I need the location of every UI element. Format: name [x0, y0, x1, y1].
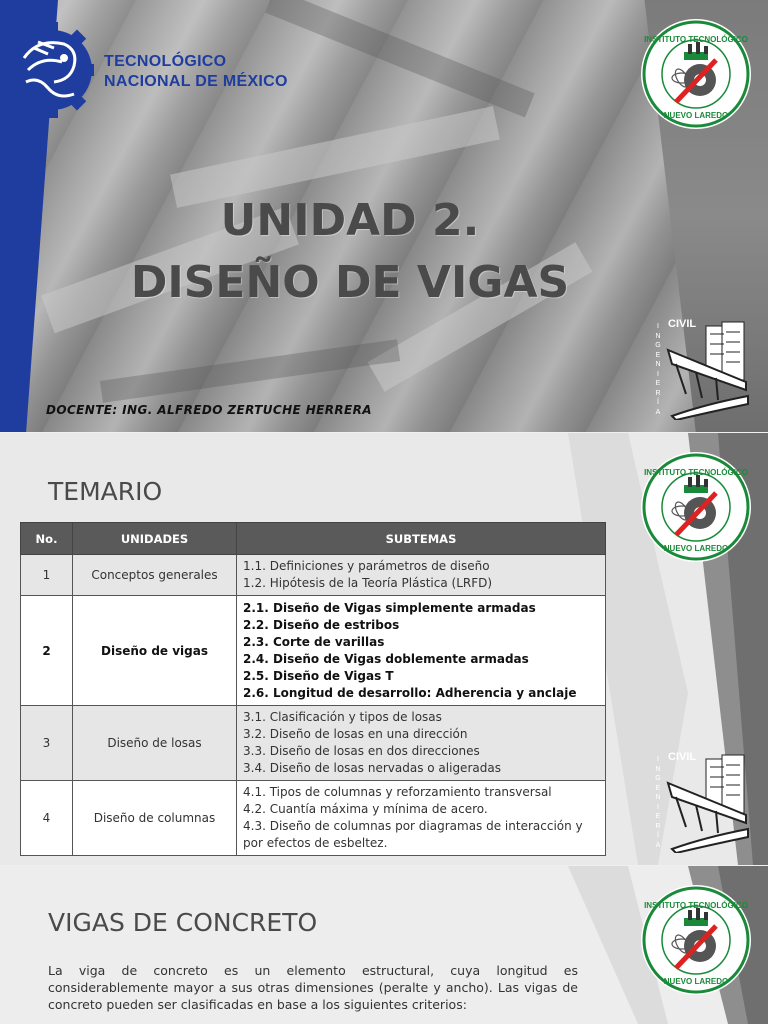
institution-line: NACIONAL DE MÉXICO — [104, 73, 288, 90]
row-subtemas: 1.1. Definiciones y parámetros de diseño 1.2. Hipótesis de la Teoría Plástica (LRFD) — [237, 555, 606, 596]
table-row — [21, 706, 606, 781]
row-number: 3 — [21, 706, 73, 781]
seal-text-top: INSTITUTO TECNOLÓGICO — [644, 901, 748, 910]
seal-text-bottom: NUEVO LAREDO — [663, 544, 729, 553]
table-row — [21, 781, 606, 856]
seal-text-bottom: NUEVO LAREDO — [663, 111, 729, 120]
itnl-seal-icon — [640, 884, 752, 996]
ingenieria-vertical-text: I N G E N I E R Í A — [655, 323, 661, 416]
vigas-body-text: La viga de concreto es un elemento estructural, cuya longitud es considerablemente mayor a sus otras dimensiones (peralte y ancho). Las vigas de concreto pueden ser clasificadas en base a los siguientes criterios: — [48, 963, 578, 1012]
temario-heading: TEMARIO — [48, 477, 163, 506]
slide-title — [120, 190, 580, 314]
bridge-buildings-icon — [666, 753, 750, 853]
itnl-seal-icon — [640, 451, 752, 563]
seal-text-bottom: NUEVO LAREDO — [663, 977, 729, 986]
ingenieria-vertical-text: I N G E N I E R Í A — [655, 756, 661, 849]
title-line: DISEÑO DE VIGAS — [130, 257, 570, 308]
civil-word: CIVIL — [668, 751, 697, 763]
header-no: No. — [21, 523, 73, 555]
vigas-slide — [0, 866, 768, 1024]
header-subtemas: SUBTEMAS — [237, 523, 606, 555]
table-header-row — [21, 523, 606, 555]
row-unidad: Diseño de losas — [73, 706, 237, 781]
row-unidad: Diseño de columnas — [73, 781, 237, 856]
bridge-buildings-icon — [666, 320, 750, 420]
seal-text-top: INSTITUTO TECNOLÓGICO — [644, 35, 748, 44]
row-subtemas: 3.1. Clasificación y tipos de losas 3.2. Diseño de losas en una dirección 3.3. Diseño de losas en dos direcciones 3.4. Diseño de losas nervadas o aligeradas — [237, 706, 606, 781]
row-subtemas: 4.1. Tipos de columnas y reforzamiento transversal 4.2. Cuantía máxima y mínima de acero. 4.3. Diseño de columnas por diagramas de interacción y por efectos de esbeltez. — [237, 781, 606, 856]
title-line: UNIDAD 2. — [220, 195, 480, 246]
temario-slide — [0, 433, 768, 865]
background-beam — [100, 339, 400, 403]
ingenieria-civil-logo — [655, 751, 760, 861]
institution-name — [104, 52, 288, 92]
itnl-seal-icon — [640, 18, 752, 130]
docente-label: DOCENTE: ING. ALFREDO ZERTUCHE HERRERA — [46, 403, 372, 417]
tecnm-logo-icon — [8, 8, 96, 130]
civil-word: CIVIL — [668, 318, 697, 330]
table-row — [21, 555, 606, 596]
seal-text-top: INSTITUTO TECNOLÓGICO — [644, 468, 748, 477]
row-number: 2 — [21, 596, 73, 706]
row-subtemas: 2.1. Diseño de Vigas simplemente armadas 2.2. Diseño de estribos 2.3. Corte de varillas 2.4. Diseño de Vigas doblemente armadas 2.5. Diseño de Vigas T 2.6. Longitud de desarrollo: Adherencia y anclaje — [237, 596, 606, 706]
row-number: 4 — [21, 781, 73, 856]
vigas-heading: VIGAS DE CONCRETO — [48, 908, 318, 937]
temario-table — [20, 522, 606, 856]
row-unidad: Diseño de vigas — [73, 596, 237, 706]
ingenieria-civil-logo — [655, 318, 760, 428]
row-number: 1 — [21, 555, 73, 596]
header-unidades: UNIDADES — [73, 523, 237, 555]
row-unidad: Conceptos generales — [73, 555, 237, 596]
table-row — [21, 596, 606, 706]
title-slide — [0, 0, 768, 432]
institution-line: TECNOLÓGICO — [104, 53, 227, 70]
background-beam — [265, 0, 534, 117]
